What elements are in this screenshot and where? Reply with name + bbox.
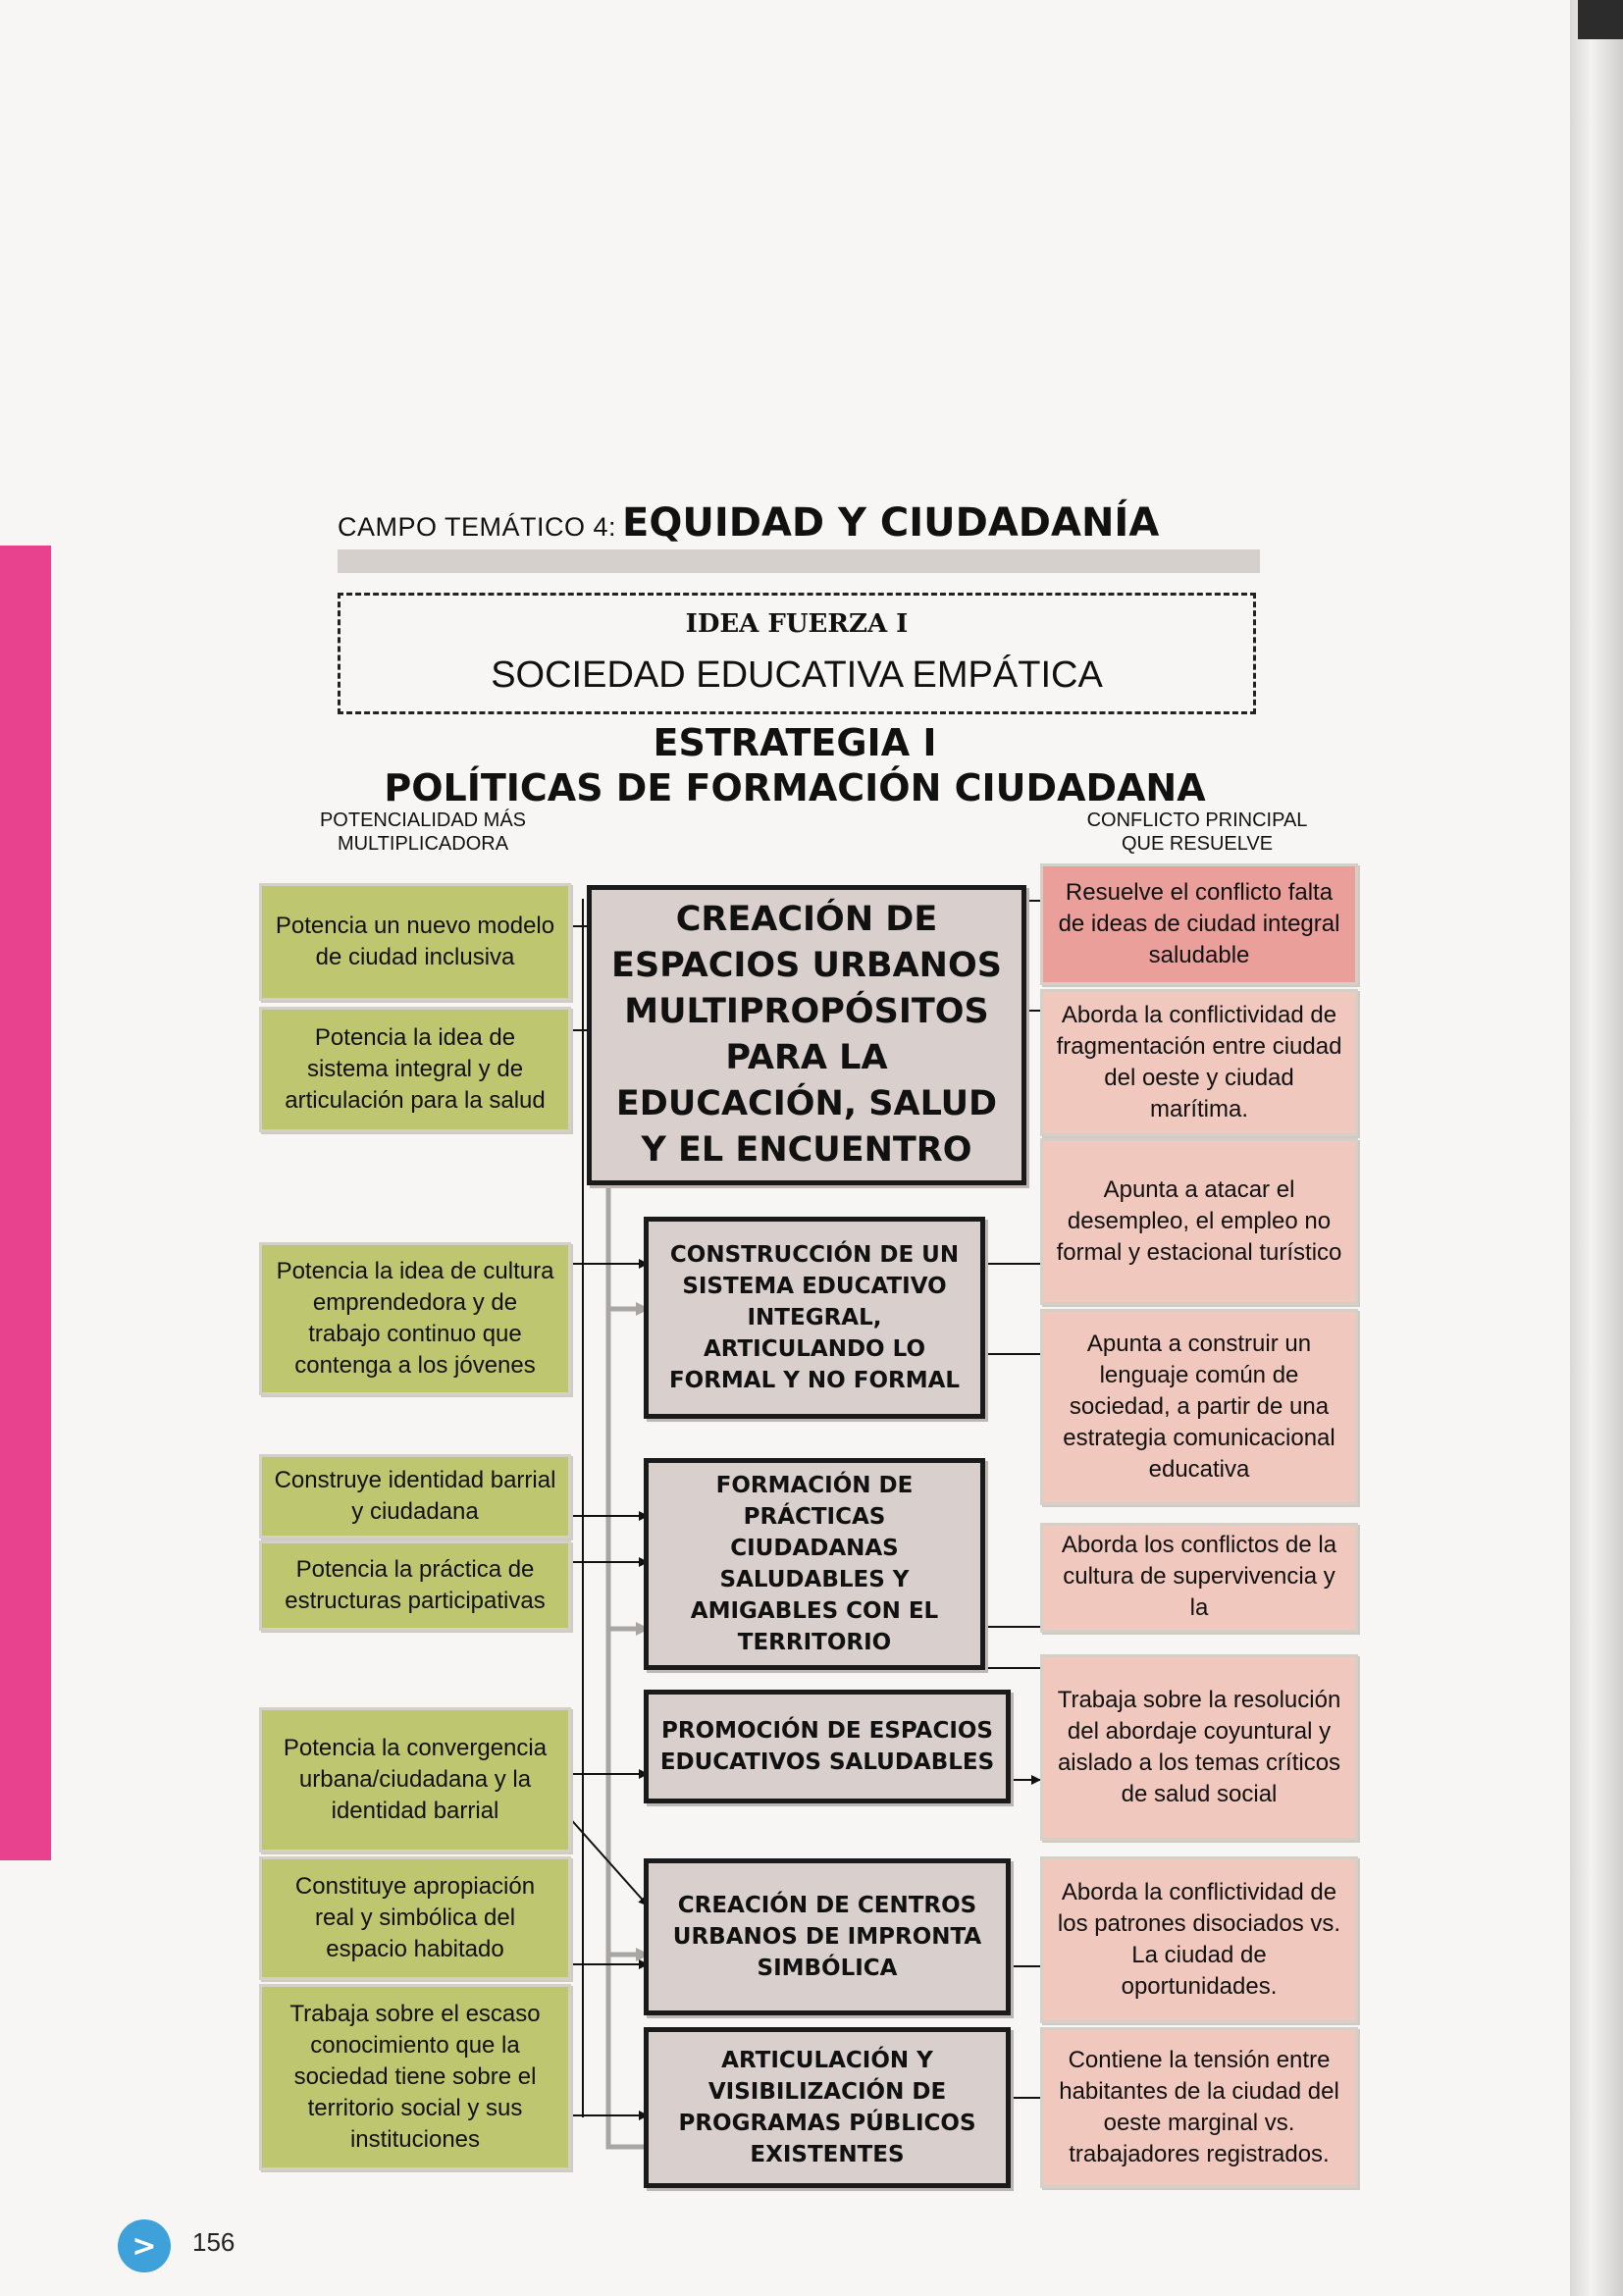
conflicto-box: Trabaja sobre la resolución del abordaje coyuntural y aislado a los temas críticos de salud social — [1040, 1654, 1358, 1841]
potencialidad-box: Potencia un nuevo modelo de ciudad inclusiva — [259, 883, 571, 1001]
estrategia-label: ESTRATEGIA I — [653, 721, 937, 764]
idea-fuerza-label: IDEA FUERZA I — [685, 609, 909, 639]
conflicto-box: Aborda los conflictos de la cultura de supervivencia y la — [1040, 1523, 1358, 1633]
conflicto-box: Aborda la conflictividad de los patrones disociados vs. La ciudad de oportunidades. — [1040, 1856, 1358, 2023]
potencialidad-box: Potencia la idea de cultura emprendedora y de trabajo continuo que contenga a los jóvenes — [259, 1242, 571, 1395]
right-header-line2: QUE RESUELVE — [1121, 833, 1274, 855]
conflicto-box: Apunta a atacar el desempleo, el empleo no formal y estacional turístico — [1040, 1138, 1358, 1305]
arrow-glyph: > — [131, 2228, 157, 2264]
idea-fuerza-title: SOCIEDAD EDUCATIVA EMPÁTICA — [491, 654, 1103, 696]
accion-box: CONSTRUCCIÓN DE UN SISTEMA EDUCATIVO INTEGRAL, ARTICULANDO LO FORMAL Y NO FORMAL — [644, 1217, 985, 1419]
accion-box: ARTICULACIÓN Y VISIBILIZACIÓN DE PROGRAMAS PÚBLICOS EXISTENTES — [644, 2027, 1011, 2188]
accion-box: FORMACIÓN DE PRÁCTICAS CIUDADANAS SALUDABLES Y AMIGABLES CON EL TERRITORIO — [644, 1458, 985, 1670]
page-number: 156 — [192, 2227, 236, 2257]
conflicto-box: Resuelve el conflicto falta de ideas de ciudad integral saludable — [1040, 863, 1358, 985]
accion-box: CREACIÓN DE CENTROS URBANOS DE IMPRONTA SIMBÓLICA — [644, 1858, 1011, 2015]
campo-label: CAMPO TEMÁTICO 4: — [338, 512, 617, 542]
left-header-line1: POTENCIALIDAD MÁS — [319, 809, 527, 831]
potencialidad-box: Trabaja sobre el escaso conocimiento que la sociedad tiene sobre el territorio social y sus instituciones — [259, 1984, 571, 2170]
estrategia-title: POLÍTICAS DE FORMACIÓN CIUDADANA — [384, 766, 1206, 809]
left-header-line2: MULTIPLICADORA — [337, 833, 509, 855]
conflicto-box: Aborda la conflictividad de fragmentación entre ciudad del oeste y ciudad marítima. — [1040, 989, 1358, 1136]
potencialidad-box: Potencia la práctica de estructuras participativas — [259, 1540, 571, 1631]
conflicto-box: Contiene la tensión entre habitantes de la ciudad del oeste marginal vs. trabajadores registrados. — [1040, 2027, 1358, 2188]
accion-box: PROMOCIÓN DE ESPACIOS EDUCATIVOS SALUDABLES — [644, 1690, 1011, 1803]
accion-box-main: CREACIÓN DE ESPACIOS URBANOS MULTIPROPÓSITOS PARA LA EDUCACIÓN, SALUD Y EL ENCUENTRO — [587, 885, 1026, 1185]
potencialidad-box: Potencia la idea de sistema integral y de articulación para la salud — [259, 1007, 571, 1132]
potencialidad-box: Construye identidad barrial y ciudadana — [259, 1454, 571, 1539]
page-arrow-icon — [118, 2219, 171, 2272]
campo-title: EQUIDAD Y CIUDADANÍA — [622, 500, 1160, 546]
conflicto-box: Apunta a construir un lenguaje común de sociedad, a partir de una estrategia comunicacional educativa — [1040, 1309, 1358, 1505]
potencialidad-box: Constituye apropiación real y simbólica del espacio habitado — [259, 1856, 571, 1980]
right-header-line1: CONFLICTO PRINCIPAL — [1086, 809, 1308, 831]
potencialidad-box: Potencia la convergencia urbana/ciudadana y la identidad barrial — [259, 1707, 571, 1852]
